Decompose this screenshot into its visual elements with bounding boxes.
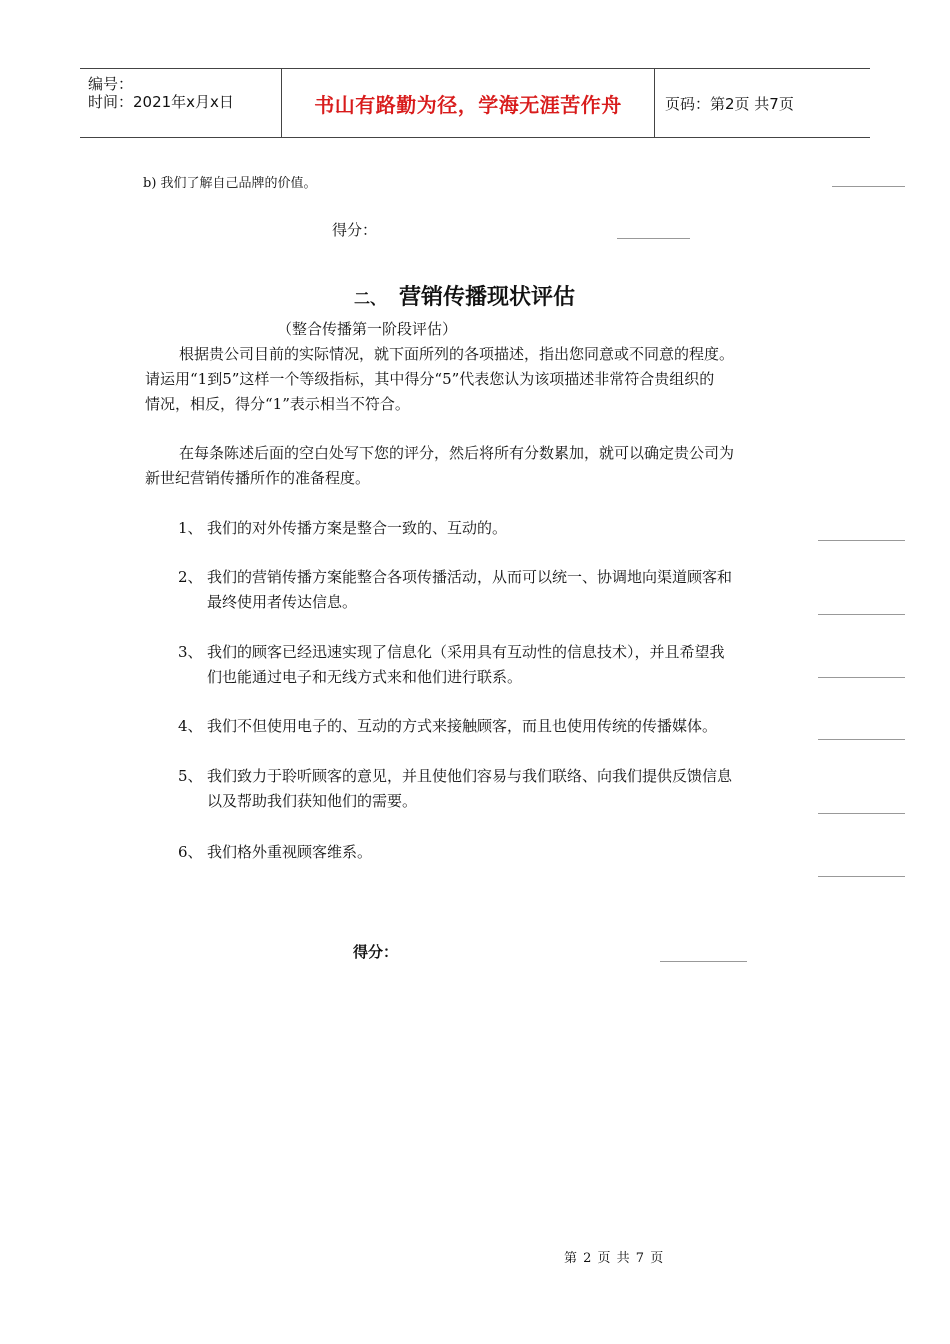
item-1-number: 1、	[178, 519, 203, 537]
item-3-text: 我们的顾客已经迅速实现了信息化（采用具有互动性的信息技术），并且希望我	[207, 643, 725, 661]
item-1-text: 我们的对外传播方案是整合一致的、互动的。	[207, 519, 508, 537]
item-4-score-blank[interactable]	[818, 739, 905, 740]
item-6-score-blank[interactable]	[818, 876, 905, 877]
total-score-label: 得分：	[353, 943, 399, 961]
intro-line-2: 请运用“1到5”这样一个等级指标，其中得分“5”代表您认为该项描述非常符合贵组织的	[145, 370, 715, 388]
item-4-number: 4、	[178, 717, 203, 735]
intro-line-3: 情况，相反，得分“1”表示相当不符合。	[145, 395, 410, 413]
item-1-score-blank[interactable]	[818, 540, 905, 541]
item-4-text: 我们不但使用电子的、互动的方式来接触顾客，而且也使用传统的传播媒体。	[207, 717, 718, 735]
item-6-number: 6、	[178, 843, 203, 861]
carryover-score-blank[interactable]	[832, 186, 905, 187]
item-2-number: 2、	[178, 568, 203, 586]
header-page-label: 页码：第2页 共7页	[665, 94, 794, 113]
document-time-label: 时间：2021年x月x日	[88, 93, 234, 111]
document-header	[80, 68, 870, 138]
item-5-score-blank[interactable]	[818, 813, 905, 814]
item-5-text: 我们致力于聆听顾客的意见，并且使他们容易与我们联络、向我们提供反馈信息	[207, 767, 733, 785]
item-2-text-continued: 最终使用者传达信息。	[207, 593, 358, 611]
section-title: 营销传播现状评估	[399, 285, 576, 310]
item-5-text-continued: 以及帮助我们获知他们的需要。	[207, 792, 418, 810]
item-3-text-continued: 们也能通过电子和无线方式来和他们进行联系。	[207, 668, 523, 686]
item-6-text: 我们格外重视顾客维系。	[207, 843, 373, 861]
score-label-1: 得分：	[332, 221, 378, 239]
total-score-blank[interactable]	[660, 961, 747, 962]
instruction-line-1: 在每条陈述后面的空白处写下您的评分，然后将所有分数累加，就可以确定贵公司为	[179, 444, 735, 462]
page-footer: 第 2 页 共 7 页	[564, 1251, 665, 1266]
carryover-item: b) 我们了解自己品牌的价值。	[143, 176, 317, 191]
score-blank-1[interactable]	[617, 238, 690, 239]
intro-line-1: 根据贵公司目前的实际情况，就下面所列的各项描述，指出您同意或不同意的程度。	[179, 345, 735, 363]
instruction-line-2: 新世纪营销传播所作的准备程度。	[145, 469, 371, 487]
document-number-label: 编号：	[88, 75, 134, 93]
header-motto-cell	[281, 69, 655, 137]
section-subtitle: （整合传播第一阶段评估）	[277, 320, 458, 338]
item-5-number: 5、	[178, 767, 203, 785]
header-meta	[80, 69, 280, 137]
item-2-score-blank[interactable]	[818, 614, 905, 615]
item-2-text: 我们的营销传播方案能整合各项传播活动，从而可以统一、协调地向渠道顾客和	[207, 568, 733, 586]
section-number: 二、	[354, 289, 387, 308]
header-motto: 书山有路勤为径，学海无涯苦作舟	[314, 92, 622, 117]
item-3-score-blank[interactable]	[818, 677, 905, 678]
header-page-cell	[655, 69, 870, 137]
item-3-number: 3、	[178, 643, 203, 661]
